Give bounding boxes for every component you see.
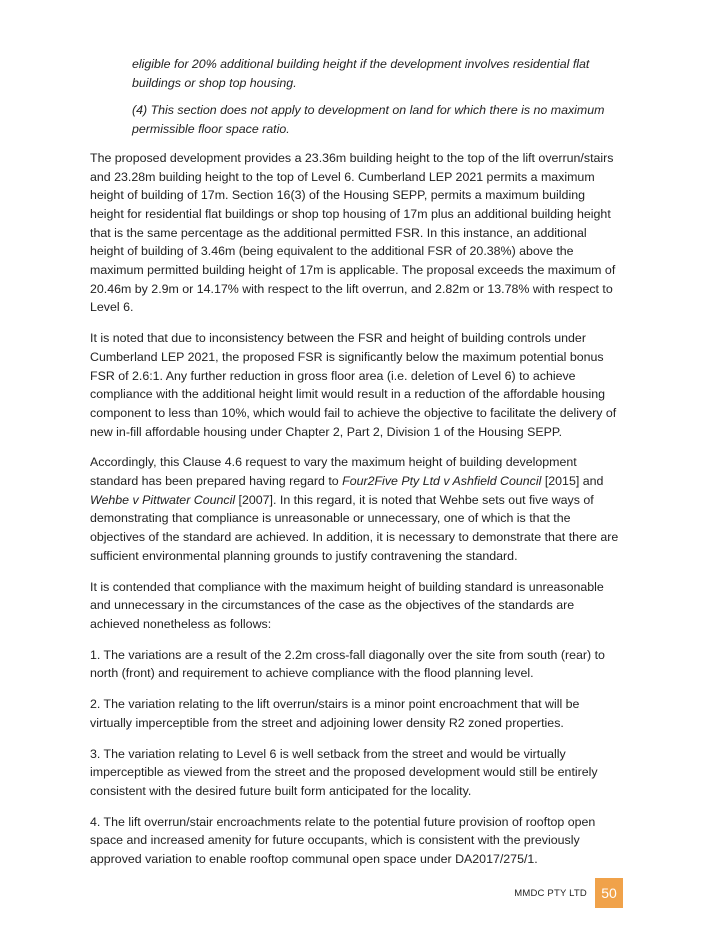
paragraph-building-height: The proposed development provides a 23.36m building height to the top of the lift overrun/stairs and 23.28m building height to the top of Level 6. Cumberland LEP 2021 permits a maximum height of building of 17m. Section 16(3) of the Housing SEPP, permits a maximum building height for residential flat buildings or shop top housing of 17m plus an additional building height that is the same percentage as the additional permitted FSR. In this instance, an additional height of building of 3.46m (being equivalent to the additional FSR of 20.38%) above the maximum permitted building height of 17m is applicable. The proposal exceeds the maximum of 20.46m by 2.9m or 14.17% with respect to the lift overrun, and 2.82m or 13.78% with respect to Level 6.	[90, 150, 616, 315]
list-item-1: 1. The variations are a result of the 2.2m cross-fall diagonally over the site from south (rear) to north (front) and requirement to achieve compliance with the flood planning level.	[90, 647, 605, 681]
list-item-4: 4. The lift overrun/stair encroachments relate to the potential future provision of rooftop open space and increased amenity for future occupants, which is consistent with the previously approved variation to enable rooftop communal open space under DA2017/275/1.	[90, 814, 596, 867]
paragraph-contention: It is contended that compliance with the maximum height of building standard is unreasonable and unnecessary in the circumstances of the case as the objectives of the standards are achieved nonetheless as follows:	[90, 579, 604, 631]
document-page	[90, 55, 622, 881]
footer-organisation: MMDC PTY LTD	[514, 887, 587, 899]
page-number-badge: 50	[595, 878, 623, 908]
paragraph-clause-4-6-request	[90, 453, 622, 565]
case-citation-four2five: Four2Five Pty Ltd v Ashfield Council	[342, 474, 542, 489]
list-item-2: 2. The variation relating to the lift overrun/stairs is a minor point encroachment that will be virtually imperceptible from the street and adjoining lower density R2 zoned properties.	[90, 697, 580, 730]
text-segment: [2015] and	[541, 474, 604, 489]
quoted-clause-2: (4) This section does not apply to development on land for which there is no maximum permissible floor space ratio.	[132, 103, 605, 137]
quoted-clause-1: eligible for 20% additional building height if the development involves residential flat buildings or shop top housing.	[132, 57, 590, 90]
case-citation-wehbe: Wehbe v Pittwater Council	[90, 492, 236, 507]
list-item-3: 3. The variation relating to Level 6 is well setback from the street and would be virtually imperceptible as viewed from the street and the proposed development would still be entirely consistent with the desired future built form anticipated for the locality.	[90, 746, 598, 798]
paragraph-fsr-inconsistency: It is noted that due to inconsistency between the FSR and height of building controls under Cumberland LEP 2021, the proposed FSR is significantly below the maximum potential bonus FSR of 2.6:1. Any further reduction in gross floor area (i.e. deletion of Level 6) to achieve compliance with the additional height limit would result in a reduction of the affordable housing component to less than 10%, which would fail to achieve the objective to facilitate the delivery of new in-fill affordable housing under Chapter 2, Part 2, Division 1 of the Housing SEPP.	[90, 331, 617, 439]
page-footer	[514, 878, 623, 908]
text-segment: Accordingly, this Clause 4.6 request to vary the maximum height of building development standard has been prepared having regard to	[90, 455, 577, 489]
text-segment: [2007]. In this regard, it is noted that Wehbe sets out five ways of demonstrating that compliance is unreasonable or unnecessary, one of which is that the objectives of the standard are achieved. In addition, it is necessary to demonstrate that there are sufficient environmental planning grounds to justify contravening the standard.	[90, 492, 619, 563]
